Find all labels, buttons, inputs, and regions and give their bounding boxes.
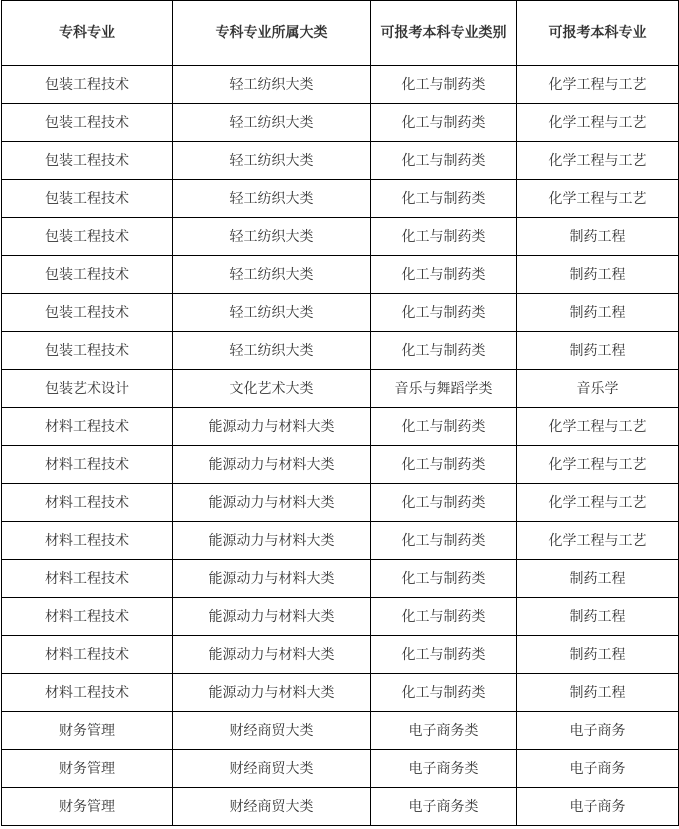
cell-bachelor-category: 化工与制药类	[371, 674, 517, 712]
cell-junior-category: 能源动力与材料大类	[173, 484, 371, 522]
cell-junior-major: 包装工程技术	[2, 66, 173, 104]
cell-bachelor-major: 制药工程	[517, 674, 679, 712]
cell-junior-category: 能源动力与材料大类	[173, 560, 371, 598]
table-header	[2, 1, 679, 66]
table-row	[2, 560, 679, 598]
cell-junior-category: 轻工纺织大类	[173, 180, 371, 218]
cell-junior-category: 能源动力与材料大类	[173, 408, 371, 446]
cell-junior-major: 材料工程技术	[2, 598, 173, 636]
cell-junior-major: 包装工程技术	[2, 294, 173, 332]
header-junior-category: 专科专业所属大类	[173, 1, 371, 66]
cell-junior-category: 能源动力与材料大类	[173, 446, 371, 484]
table-row	[2, 674, 679, 712]
cell-bachelor-major: 制药工程	[517, 636, 679, 674]
cell-junior-major: 包装工程技术	[2, 256, 173, 294]
cell-bachelor-category: 化工与制药类	[371, 66, 517, 104]
cell-junior-category: 财经商贸大类	[173, 788, 371, 826]
cell-junior-major: 包装艺术设计	[2, 370, 173, 408]
cell-junior-major: 材料工程技术	[2, 484, 173, 522]
cell-bachelor-category: 化工与制药类	[371, 636, 517, 674]
cell-junior-category: 轻工纺织大类	[173, 66, 371, 104]
cell-bachelor-major: 化学工程与工艺	[517, 446, 679, 484]
cell-junior-category: 能源动力与材料大类	[173, 636, 371, 674]
header-junior-major: 专科专业	[2, 1, 173, 66]
cell-bachelor-major: 制药工程	[517, 598, 679, 636]
cell-junior-major: 材料工程技术	[2, 446, 173, 484]
cell-junior-category: 轻工纺织大类	[173, 142, 371, 180]
cell-bachelor-category: 化工与制药类	[371, 142, 517, 180]
cell-bachelor-category: 化工与制药类	[371, 256, 517, 294]
cell-bachelor-major: 制药工程	[517, 218, 679, 256]
cell-bachelor-major: 化学工程与工艺	[517, 66, 679, 104]
cell-bachelor-category: 化工与制药类	[371, 446, 517, 484]
cell-bachelor-category: 电子商务类	[371, 788, 517, 826]
table-row	[2, 218, 679, 256]
cell-bachelor-major: 制药工程	[517, 294, 679, 332]
cell-bachelor-major: 化学工程与工艺	[517, 180, 679, 218]
cell-bachelor-category: 化工与制药类	[371, 598, 517, 636]
cell-bachelor-category: 化工与制药类	[371, 332, 517, 370]
cell-junior-major: 包装工程技术	[2, 180, 173, 218]
table-row	[2, 370, 679, 408]
cell-junior-category: 财经商贸大类	[173, 750, 371, 788]
cell-bachelor-category: 化工与制药类	[371, 522, 517, 560]
cell-bachelor-major: 化学工程与工艺	[517, 522, 679, 560]
header-bachelor-category: 可报考本科专业类别	[371, 1, 517, 66]
table-row	[2, 180, 679, 218]
cell-bachelor-category: 电子商务类	[371, 750, 517, 788]
cell-junior-category: 能源动力与材料大类	[173, 598, 371, 636]
cell-bachelor-category: 化工与制药类	[371, 408, 517, 446]
cell-junior-major: 财务管理	[2, 788, 173, 826]
cell-junior-category: 轻工纺织大类	[173, 256, 371, 294]
table-row	[2, 522, 679, 560]
cell-bachelor-category: 化工与制药类	[371, 180, 517, 218]
cell-bachelor-major: 化学工程与工艺	[517, 104, 679, 142]
cell-bachelor-category: 化工与制药类	[371, 218, 517, 256]
cell-bachelor-major: 制药工程	[517, 332, 679, 370]
table-row	[2, 142, 679, 180]
cell-junior-category: 轻工纺织大类	[173, 294, 371, 332]
cell-junior-major: 材料工程技术	[2, 636, 173, 674]
cell-bachelor-major: 电子商务	[517, 788, 679, 826]
cell-junior-category: 轻工纺织大类	[173, 104, 371, 142]
cell-bachelor-category: 电子商务类	[371, 712, 517, 750]
cell-bachelor-major: 化学工程与工艺	[517, 142, 679, 180]
cell-junior-major: 材料工程技术	[2, 560, 173, 598]
header-bachelor-major: 可报考本科专业	[517, 1, 679, 66]
table-row	[2, 104, 679, 142]
table-row	[2, 598, 679, 636]
table-body	[2, 66, 679, 826]
cell-junior-major: 材料工程技术	[2, 522, 173, 560]
cell-junior-major: 财务管理	[2, 750, 173, 788]
major-mapping-table	[1, 0, 679, 826]
table-row	[2, 294, 679, 332]
cell-bachelor-major: 电子商务	[517, 750, 679, 788]
cell-junior-major: 材料工程技术	[2, 408, 173, 446]
table-row	[2, 788, 679, 826]
table-row	[2, 408, 679, 446]
cell-junior-category: 能源动力与材料大类	[173, 674, 371, 712]
cell-bachelor-major: 制药工程	[517, 256, 679, 294]
cell-junior-category: 轻工纺织大类	[173, 332, 371, 370]
cell-bachelor-category: 化工与制药类	[371, 560, 517, 598]
cell-junior-major: 包装工程技术	[2, 104, 173, 142]
cell-junior-category: 能源动力与材料大类	[173, 522, 371, 560]
cell-bachelor-major: 化学工程与工艺	[517, 484, 679, 522]
cell-junior-major: 材料工程技术	[2, 674, 173, 712]
header-row	[2, 1, 679, 66]
table-row	[2, 256, 679, 294]
cell-bachelor-category: 化工与制药类	[371, 484, 517, 522]
cell-junior-major: 财务管理	[2, 712, 173, 750]
cell-junior-major: 包装工程技术	[2, 142, 173, 180]
table-row	[2, 484, 679, 522]
cell-bachelor-category: 化工与制药类	[371, 294, 517, 332]
cell-junior-major: 包装工程技术	[2, 332, 173, 370]
cell-junior-major: 包装工程技术	[2, 218, 173, 256]
table-row	[2, 750, 679, 788]
table-row	[2, 332, 679, 370]
table-row	[2, 636, 679, 674]
cell-junior-category: 轻工纺织大类	[173, 218, 371, 256]
table-row	[2, 446, 679, 484]
cell-junior-category: 财经商贸大类	[173, 712, 371, 750]
cell-bachelor-category: 化工与制药类	[371, 104, 517, 142]
table-row	[2, 712, 679, 750]
cell-junior-category: 文化艺术大类	[173, 370, 371, 408]
cell-bachelor-major: 音乐学	[517, 370, 679, 408]
cell-bachelor-major: 化学工程与工艺	[517, 408, 679, 446]
cell-bachelor-major: 电子商务	[517, 712, 679, 750]
table-row	[2, 66, 679, 104]
cell-bachelor-category: 音乐与舞蹈学类	[371, 370, 517, 408]
cell-bachelor-major: 制药工程	[517, 560, 679, 598]
